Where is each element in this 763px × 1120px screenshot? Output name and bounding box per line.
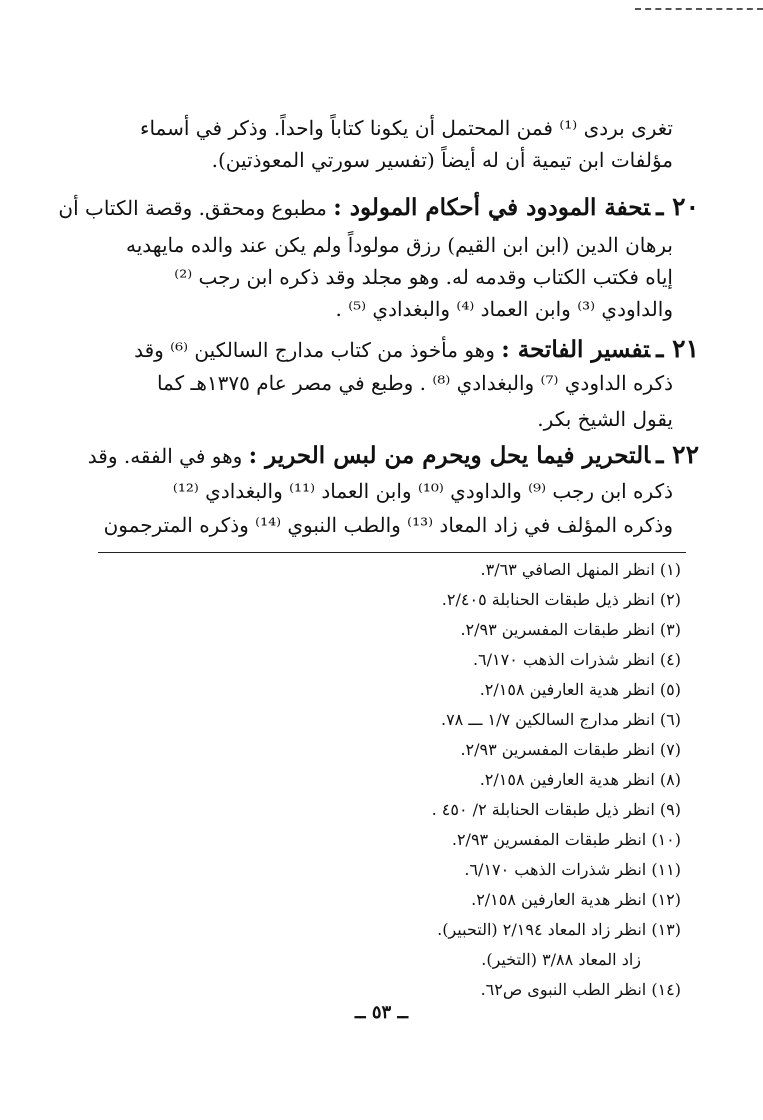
entry-title: التحرير فيما يحل ويحرم من لبس الحرير : <box>248 442 651 469</box>
entry-title: تحفة المودود في أحكام المولود : <box>333 194 651 221</box>
footnote-14: (١٤) انظر الطب النبوى ص٦٢. <box>480 980 681 999</box>
body-line-1: تغرى بردى ⁽¹⁾ فمن المحتمل أن يكونا كتاباً واحداً. وذكر في أسماء <box>140 116 673 140</box>
footnote-7: (٧) انظر طبقات المفسرين ٢/٩٣. <box>460 740 681 759</box>
body-line-12: وذكره المؤلف في زاد المعاد ⁽¹³⁾ والطب النبوي ⁽¹⁴⁾ وذكره المترجمون <box>103 513 673 537</box>
entry-20-line: ٢٠ ـتحفة المودود في أحكام المولود : مطبوع ومحقق. وقصة الكتاب أن <box>58 192 699 221</box>
body-line-8: ذكره الداودي ⁽⁷⁾ والبغدادي ⁽⁸⁾ . وطبع في مصر عام ١٣٧٥هـ كما <box>156 371 673 395</box>
footnote-10: (١٠) انظر طبقات المفسرين ٢/٩٣. <box>451 830 681 849</box>
footnote-2: (٢) انظر ذيل طبقات الحنابلة ٢/٤٠٥. <box>441 590 681 609</box>
footnote-12: (١٢) انظر هدية العارفين ٢/١٥٨. <box>471 890 681 909</box>
footnote-4: (٤) انظر شذرات الذهب ٦/١٧٠. <box>472 650 681 669</box>
footnote-5: (٥) انظر هدية العارفين ٢/١٥٨. <box>479 680 681 699</box>
footnote-9: (٩) انظر ذيل طبقات الحنابلة ٢/ ٤٥٠ . <box>431 800 681 819</box>
footnote-1: (١) انظر المنهل الصافي ٣/٦٣. <box>480 560 681 579</box>
page-number: ــ ٥٣ ــ <box>355 1002 408 1023</box>
body-line-5: إياه فكتب الكتاب وقدمه له. وهو مجلد وقد ذكره ابن رجب ⁽²⁾ <box>174 265 673 289</box>
entry-22-line: ٢٢ ـالتحرير فيما يحل ويحرم من لبس الحرير : وهو في الفقه. وقد <box>87 440 699 469</box>
entry-number: ٢٢ ـ <box>656 440 699 469</box>
body-line-2: مؤلفات ابن تيمية أن له أيضاً (تفسير سورتي المعوذتين). <box>211 148 673 172</box>
entry-21-line: ٢١ ـتفسير الفاتحة : وهو مأخوذ من كتاب مدارج السالكين ⁽⁶⁾ وقد <box>134 334 699 363</box>
footnote-3: (٣) انظر طبقات المفسرين ٢/٩٣. <box>460 620 681 639</box>
entry-number: ٢٠ ـ <box>656 192 699 221</box>
entry-title: تفسير الفاتحة : <box>501 336 651 363</box>
body-line-4: برهان الدين (ابن ابن القيم) رزق مولوداً ولم يكن عند والده مايهديه <box>125 233 673 257</box>
top-dashed-rule <box>635 8 763 10</box>
footnote-13: (١٣) انظر زاد المعاد ٢/١٩٤ (التحبير). <box>437 920 681 939</box>
body-line-11: ذكره ابن رجب ⁽⁹⁾ والداودي ⁽¹⁰⁾ وابن العماد ⁽¹¹⁾ والبغدادي ⁽¹²⁾ <box>172 479 673 503</box>
footnote-separator <box>98 552 686 553</box>
footnote-11: (١١) انظر شذرات الذهب ٦/١٧٠. <box>464 860 681 879</box>
entry-number: ٢١ ـ <box>656 334 699 363</box>
footnote-13-continuation: زاد المعاد ٣/٨٨ (التخير). <box>481 950 641 969</box>
body-line-9: يقول الشيخ بكر. <box>537 407 673 431</box>
footnote-6: (٦) انظر مدارج السالكين ١/٧ ـــ ٧٨. <box>440 710 681 729</box>
body-line-6: والداودي ⁽³⁾ وابن العماد ⁽⁴⁾ والبغدادي ⁽⁵⁾ . <box>335 297 673 321</box>
footnote-8: (٨) انظر هدية العارفين ٢/١٥٨. <box>479 770 681 789</box>
